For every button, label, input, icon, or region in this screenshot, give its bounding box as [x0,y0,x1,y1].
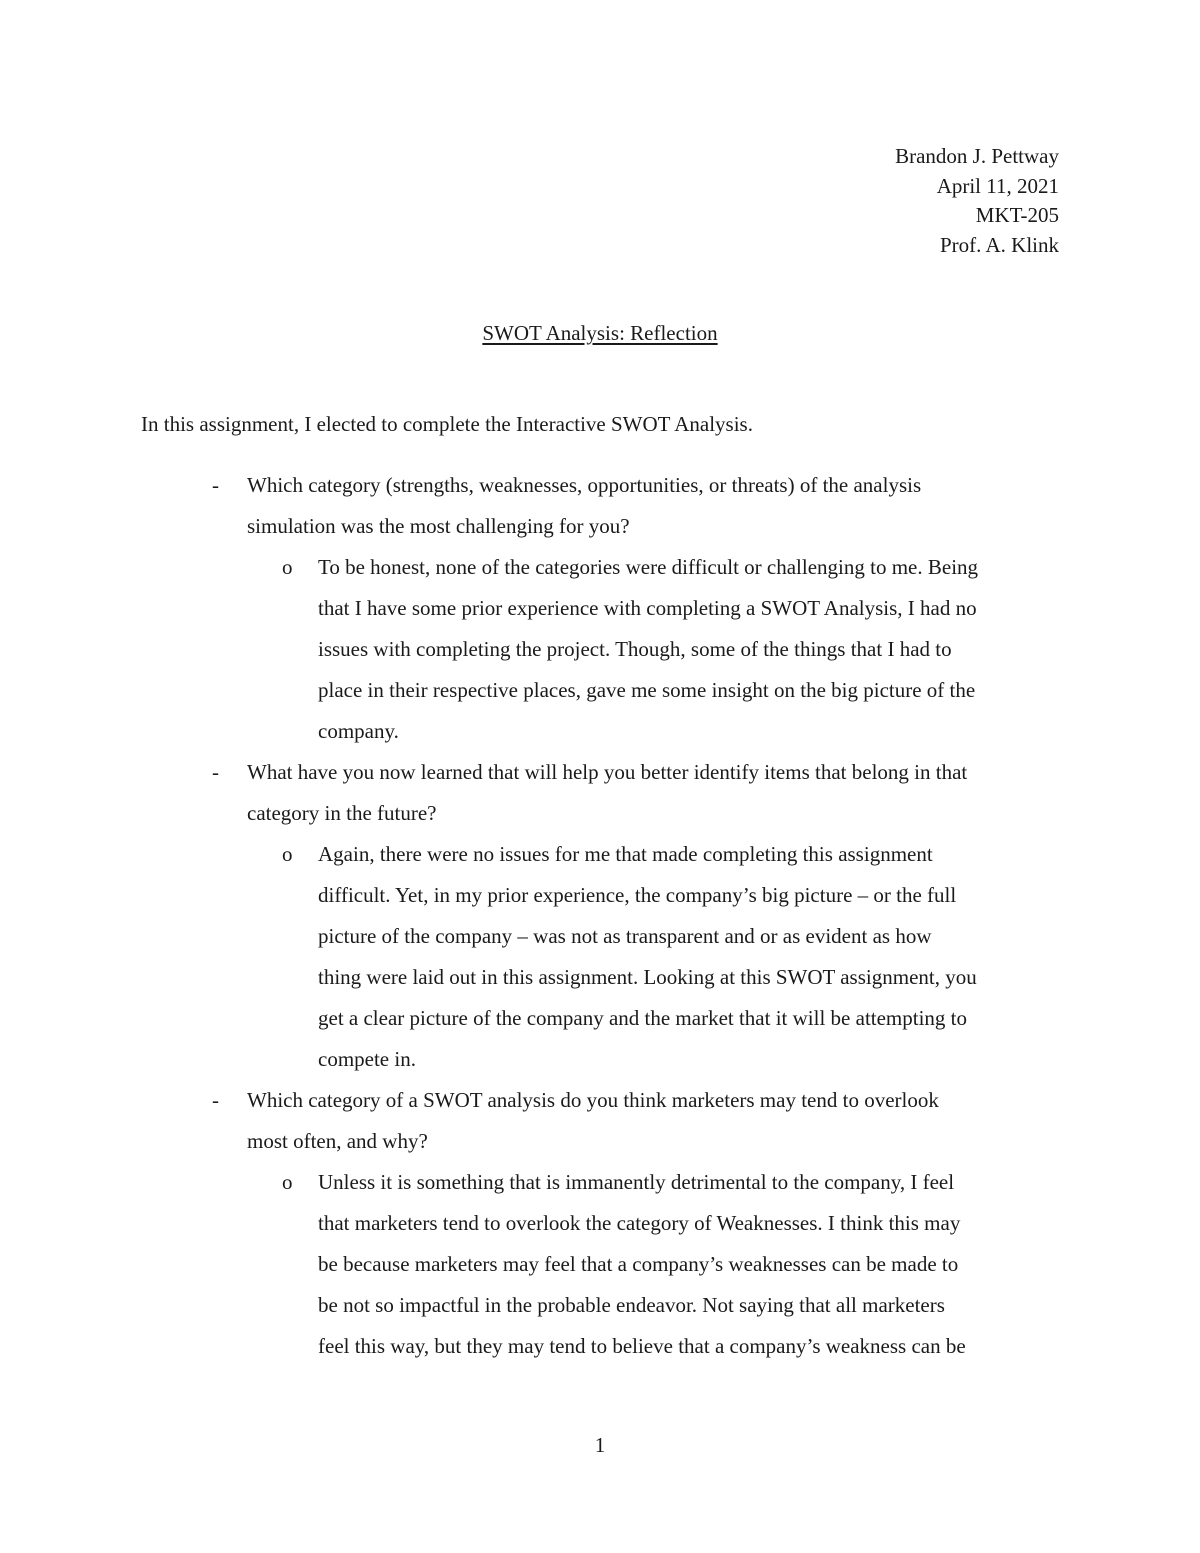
answer-line: that I have some prior experience with completing a SWOT Analysis, I had no [318,596,977,620]
question-item [141,465,1061,547]
answer-item [141,547,1061,752]
answer-line: Unless it is something that is immanently detrimental to the company, I feel [318,1170,955,1194]
answer-line: issues with completing the project. Though, some of the things that I had to [318,637,952,661]
question-line: What have you now learned that will help you better identify items that belong in that [247,760,968,784]
answer-line: company. [318,719,399,743]
answer-line: To be honest, none of the categories were difficult or challenging to me. Being [318,555,979,579]
question-list [141,465,1061,1367]
document-title: SWOT Analysis: Reflection [482,321,718,345]
answer-item [141,834,1061,1080]
answer-line: be not so impactful in the probable endeavor. Not saying that all marketers [318,1293,945,1317]
answer-line: Again, there were no issues for me that made completing this assignment [318,842,933,866]
author-name: Brandon J. Pettway [895,144,1059,168]
answer-line: picture of the company – was not as transparent and or as evident as how [318,924,932,948]
dash-marker: - [212,760,219,784]
dash-marker: - [212,1088,219,1112]
answer-line: place in their respective places, gave me some insight on the big picture of the [318,678,976,702]
course-code: MKT-205 [975,203,1059,227]
bullet-marker: o [282,1170,293,1194]
answer-line: that marketers tend to overlook the category of Weaknesses. I think this may [318,1211,961,1235]
question-line: most often, and why? [247,1129,428,1153]
professor-name: Prof. A. Klink [939,232,1059,257]
page-number: 1 [594,1433,606,1457]
question-item [141,752,1061,834]
question-item [141,1080,1061,1162]
question-line: Which category of a SWOT analysis do you think marketers may tend to overlook [247,1088,939,1112]
submission-date: April 11, 2021 [936,173,1059,198]
question-line: Which category (strengths, weaknesses, opportunities, or threats) of the analysis [247,473,922,497]
answer-line: get a clear picture of the company and the market that it will be attempting to [318,1006,968,1030]
intro-paragraph: In this assignment, I elected to complete the Interactive SWOT Analysis. [141,412,753,436]
bullet-marker: o [282,555,293,579]
answer-line: thing were laid out in this assignment. Looking at this SWOT assignment, you [318,965,977,989]
answer-line: feel this way, but they may tend to believe that a company’s weakness can be [318,1334,966,1358]
question-line: category in the future? [247,801,437,825]
answer-line: difficult. Yet, in my prior experience, the company’s big picture – or the full [318,883,957,907]
bullet-marker: o [282,842,293,866]
dash-marker: - [212,473,219,497]
answer-line: be because marketers may feel that a company’s weaknesses can be made to [318,1252,959,1276]
author-header [895,142,1059,260]
question-line: simulation was the most challenging for you? [247,514,630,538]
answer-line: compete in. [318,1047,416,1071]
answer-item [141,1162,1061,1367]
